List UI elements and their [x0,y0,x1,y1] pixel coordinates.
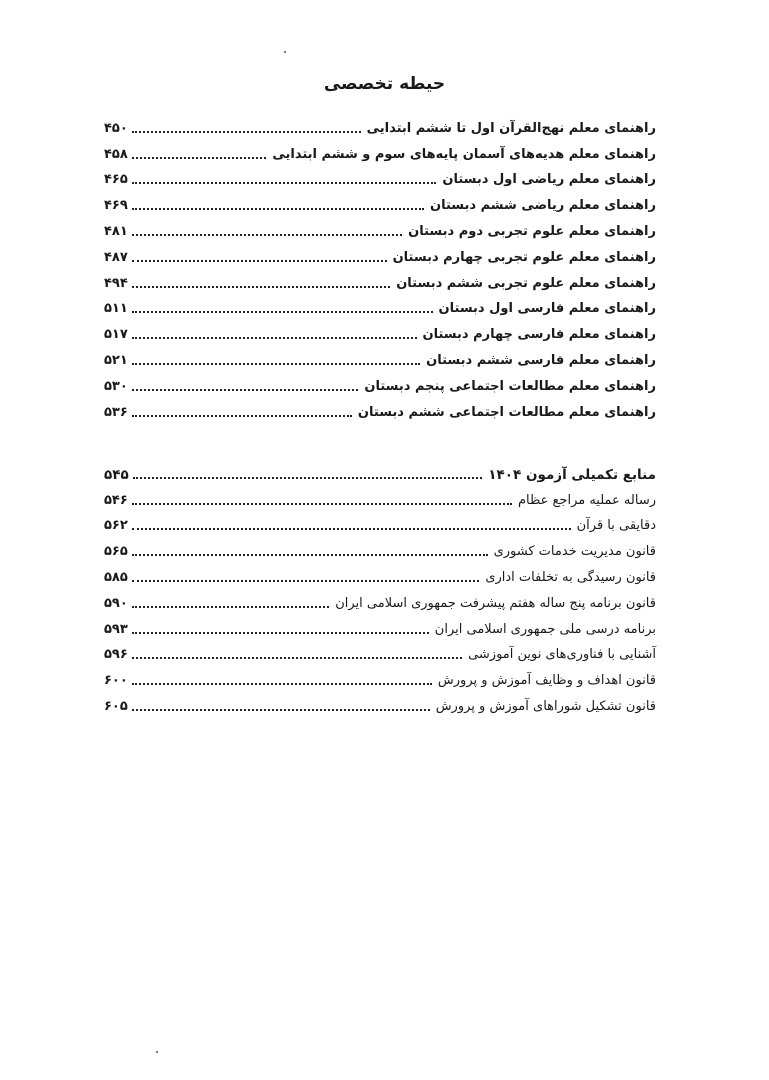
toc-entry-page: ۵۹۶ [104,647,128,663]
toc-entry [104,241,656,267]
toc-entry-page: ۶۰۵ [104,698,128,714]
dot-leader [132,656,462,659]
toc-entry-title: راهنمای معلم علوم تجربی دوم دبستان [408,223,656,239]
dot-leader [132,553,488,556]
toc-entry [104,293,656,319]
toc-entry-title: قانون برنامه پنج ساله هفتم پیشرفت جمهوری اسلامی ایران [335,595,656,611]
toc-entry [104,484,656,510]
toc-entry-title: راهنمای معلم نهج‌القرآن اول تا ششم ابتدایی [366,120,656,136]
dot-leader [132,414,352,417]
toc-entry-title: قانون اهداف و وظایف آموزش و پرورش [437,673,656,689]
dot-leader [132,130,361,133]
toc-section-specialized [104,112,656,422]
toc-entry-page: ۵۳۰ [104,378,128,394]
toc-entry [104,639,656,665]
toc-entry-page: ۵۳۶ [104,404,128,420]
toc-entry-title: قانون مدیریت خدمات کشوری [493,544,656,560]
toc-entry [104,561,656,587]
toc-entry-title: رساله عملیه مراجع عظام [517,492,656,508]
toc-entry-title: آشنایی با فناوری‌های نوین آموزشی [468,647,656,663]
toc-entry [104,690,656,716]
toc-entry-page: ۵۹۰ [104,595,128,611]
toc-entry-title: قانون رسیدگی به تخلفات اداری [485,569,656,585]
toc-entry-title: منابع تکمیلی آزمون ۱۴۰۴ [488,466,656,483]
dot-leader [132,605,329,608]
dot-leader [132,336,417,339]
toc-entry-page: ۶۰۰ [104,673,128,689]
toc-entry-page: ۴۶۹ [104,198,128,214]
toc-entry [104,535,656,561]
toc-entry-title: راهنمای معلم فارسی اول دبستان [438,301,656,317]
dot-leader [132,527,571,530]
toc-entry-page: ۴۹۴ [104,275,128,291]
toc-entry-title: دقایقی با قرآن [576,518,656,534]
toc-entry [104,215,656,241]
toc-section-supplementary [104,458,656,716]
toc-entry-title: راهنمای معلم هدیه‌های آسمان پایه‌های سوم و ششم ابتدایی [272,146,656,162]
dot-leader [132,259,387,262]
toc-entry-title: راهنمای معلم مطالعات اجتماعی پنجم دبستان [364,378,656,394]
toc-entry-page: ۴۸۱ [104,223,128,239]
toc-entry-title: برنامه درسی ملی جمهوری اسلامی ایران [434,621,656,637]
toc-entry [104,344,656,370]
toc-entry [104,613,656,639]
toc-entry-title: راهنمای معلم فارسی ششم دبستان [426,352,656,368]
toc-entry [104,664,656,690]
dot-leader [132,181,437,184]
toc-entry-title: راهنمای معلم مطالعات اجتماعی ششم دبستان [357,404,656,420]
toc-entry [104,587,656,613]
dot-leader [132,362,420,365]
toc-entry-page: ۴۵۸ [104,146,128,162]
toc-entry [104,370,656,396]
dot-leader [132,207,424,210]
toc-entry [104,112,656,138]
toc-entry-page: ۴۸۷ [104,249,128,265]
dot-leader [132,310,433,313]
toc-entry [104,138,656,164]
toc-entry-title: راهنمای معلم ریاضی ششم دبستان [430,198,656,214]
toc-entry-page: ۵۴۵ [104,466,129,483]
toc-entry-page: ۵۶۵ [104,544,128,560]
dot-leader [133,476,483,479]
dot-leader [132,708,430,711]
toc-entry-page: ۵۶۲ [104,518,128,534]
toc-entry-page: ۵۴۶ [104,492,128,508]
toc-entry [104,267,656,293]
toc-entry-page: ۴۶۵ [104,172,128,188]
toc-entry-title: راهنمای معلم فارسی چهارم دبستان [422,327,656,343]
dot-leader [132,502,512,505]
dot-leader [132,388,359,391]
toc-entry-page: ۴۵۰ [104,120,128,136]
dot-leader [132,631,429,634]
dot-leader [132,285,390,288]
dot-leader [132,233,402,236]
toc-entry-title: راهنمای معلم علوم تجربی ششم دبستان [396,275,656,291]
toc-entry-page: ۵۹۳ [104,621,128,637]
toc-entry-page: ۵۱۷ [104,327,128,343]
toc-entry-title: قانون تشکیل شوراهای آموزش و پرورش [435,698,656,714]
toc-entry [104,396,656,422]
toc-section-header [104,458,656,484]
toc-entry [104,189,656,215]
toc-entry-page: ۵۸۵ [104,569,128,585]
dot-leader [132,156,267,159]
toc-entry-page: ۵۲۱ [104,352,128,368]
toc-entry-title: راهنمای معلم ریاضی اول دبستان [442,172,656,188]
toc-entry [104,318,656,344]
toc-entry-title: راهنمای معلم علوم تجربی چهارم دبستان [392,249,656,265]
dot-leader [132,579,480,582]
section-heading: حیطه تخصصی [323,74,446,94]
toc-entry-page: ۵۱۱ [104,301,128,317]
dot-leader [132,682,432,685]
toc-entry [104,510,656,536]
toc-entry [104,164,656,190]
